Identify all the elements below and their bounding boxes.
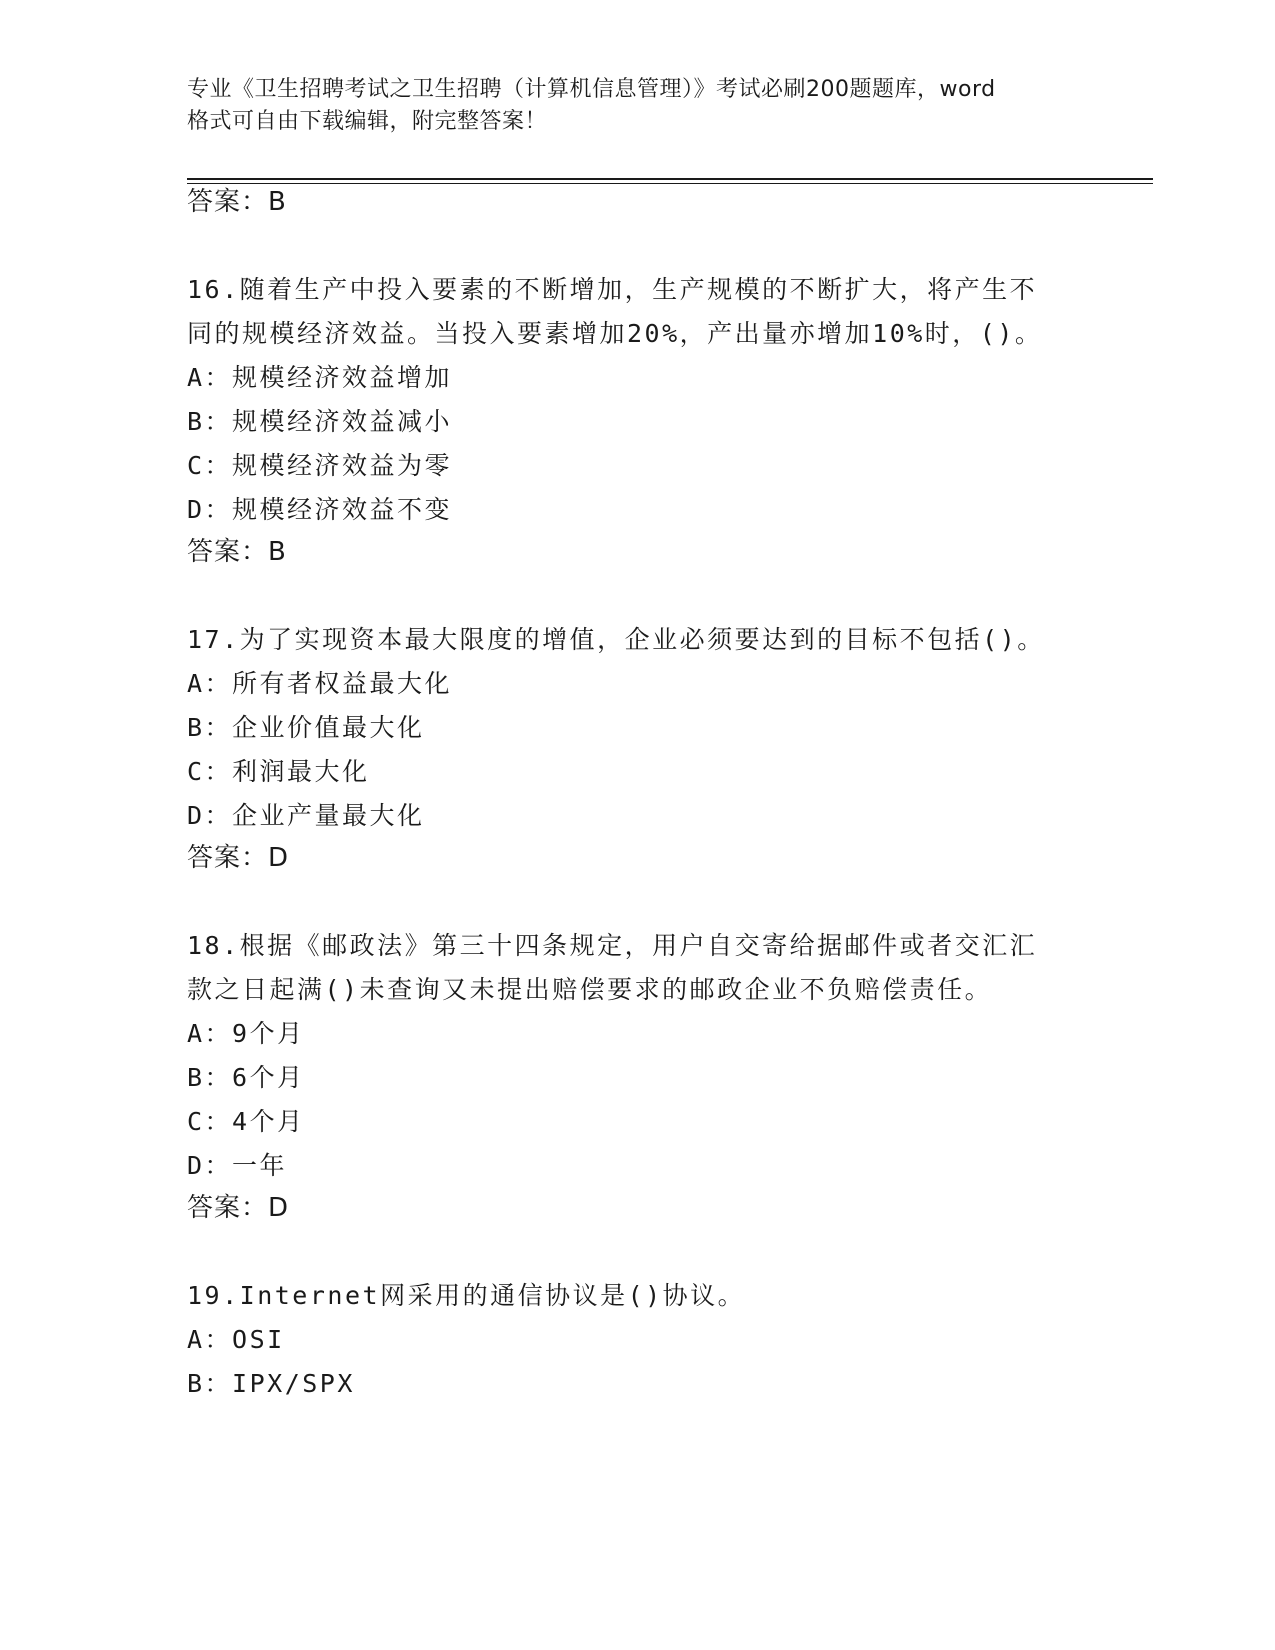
question-16-text-line-2: 同的规模经济效益。当投入要素增加20%，产出量亦增加10%时，()。 <box>187 319 1043 348</box>
question-16-option-b: B：规模经济效益减小 <box>187 407 453 436</box>
question-16-option-a: A：规模经济效益增加 <box>187 363 453 392</box>
header-divider-thick <box>187 178 1153 180</box>
question-17-option-a: A：所有者权益最大化 <box>187 669 453 698</box>
question-18-option-d: D：一年 <box>187 1151 288 1180</box>
document-header <box>187 74 1087 138</box>
question-17-answer: 答案：D <box>187 843 290 873</box>
header-line-1: 专业《卫生招聘考试之卫生招聘（计算机信息管理）》考试必刷200题题库，word <box>187 77 996 102</box>
question-17-option-b: B：企业价值最大化 <box>187 713 425 742</box>
question-19-option-b: B：IPX/SPX <box>187 1369 355 1398</box>
question-18-text-line-2: 款之日起满()未查询又未提出赔偿要求的邮政企业不负赔偿责任。 <box>187 975 993 1004</box>
question-18-text-line-1: 18.根据《邮政法》第三十四条规定，用户自交寄给据邮件或者交汇汇 <box>187 931 1038 960</box>
question-17-option-d: D：企业产量最大化 <box>187 801 425 830</box>
question-19-text-line-1: 19.Internet网采用的通信协议是()协议。 <box>187 1281 746 1310</box>
question-16-text-line-1: 16.随着生产中投入要素的不断增加，生产规模的不断扩大，将产生不 <box>187 275 1038 304</box>
header-line-2: 格式可自由下载编辑，附完整答案！ <box>187 109 548 134</box>
question-18-option-c: C：4个月 <box>187 1107 305 1136</box>
question-16-answer: 答案：B <box>187 537 287 567</box>
question-17-text-line-1: 17.为了实现资本最大限度的增值，企业必须要达到的目标不包括()。 <box>187 625 1045 654</box>
question-17-option-c: C：利润最大化 <box>187 757 370 786</box>
previous-question-answer: 答案：B <box>187 187 287 217</box>
question-19-option-a: A：OSI <box>187 1325 285 1354</box>
question-16-option-d: D：规模经济效益不变 <box>187 495 453 524</box>
question-18-answer: 答案：D <box>187 1193 290 1223</box>
question-18-option-b: B：6个月 <box>187 1063 305 1092</box>
question-16-option-c: C：规模经济效益为零 <box>187 451 453 480</box>
header-divider-thin <box>187 183 1153 184</box>
question-18-option-a: A：9个月 <box>187 1019 305 1048</box>
